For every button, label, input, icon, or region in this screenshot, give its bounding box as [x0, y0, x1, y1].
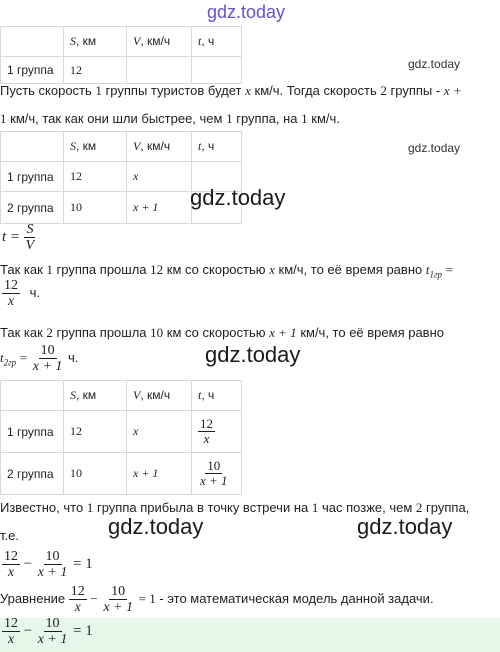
- watermark-big-2: gdz.today: [205, 342, 301, 367]
- model-sentence: Уравнение $\frac{12}{x}$ − $\frac{10}{x + 1}$ = 1 - это математическая модель данной задачи.: [0, 584, 434, 615]
- formula-time: t = $\frac{S}{V}$: [2, 222, 35, 253]
- paragraph-4-line-2: т.е.: [0, 528, 19, 543]
- watermark-big-4: gdz.today: [357, 514, 453, 539]
- table-2: S, км V, км/ч t, ч 1 группа 12 x 2 группа 10 x + 1: [0, 131, 242, 224]
- watermark-small-2: gdz.today: [408, 141, 461, 155]
- table-3: S, км V, км/ч t, ч 1 группа 12 x $\frac{12}{x}$ 2 группа 10 x + 1 $\frac{10}{x + 1}$: [0, 380, 242, 495]
- table-row-label: 1 группа: [1, 57, 64, 84]
- paragraph-1-line-2: 1 км/ч, так как они шли быстрее, чем 1 группа, на 1 км/ч.: [0, 111, 340, 126]
- equation-1: $\frac{12}{x}$ − $\frac{10}{x + 1}$ = 1: [4, 549, 93, 580]
- paragraph-1-line-1: Пусть скорость 1 группы туристов будет x км/ч. Тогда скорость 2 группы - x +: [0, 83, 462, 98]
- paragraph-3: Так как 2 группа прошла 10 км со скоростью x + 1 км/ч, то её время равно: [0, 325, 444, 340]
- paragraph-4: Известно, что 1 группа прибыла в точку встречи на 1 час позже, чем 2 группа,: [0, 500, 470, 515]
- watermark-small-1: gdz.today: [408, 57, 461, 71]
- watermark-big-1: gdz.today: [190, 185, 286, 210]
- final-equation: $\frac{12}{x}$ − $\frac{10}{x + 1}$ = 1: [4, 616, 93, 647]
- watermark-top: gdz.today: [207, 2, 286, 22]
- watermark-big-3: gdz.today: [108, 514, 204, 539]
- paragraph-2-fraction: $\frac{12}{x}$ ч.: [4, 278, 41, 309]
- table-1: S, км V, км/ч t, ч 1 группа 12: [0, 26, 242, 84]
- paragraph-3-formula: $t_{2гр}$ = $\frac{10}{x + 1}$ ч.: [0, 343, 79, 374]
- paragraph-2: Так как 1 группа прошла 12 км со скоростью x км/ч, то её время равно $t_{1гр}$ =: [0, 262, 453, 280]
